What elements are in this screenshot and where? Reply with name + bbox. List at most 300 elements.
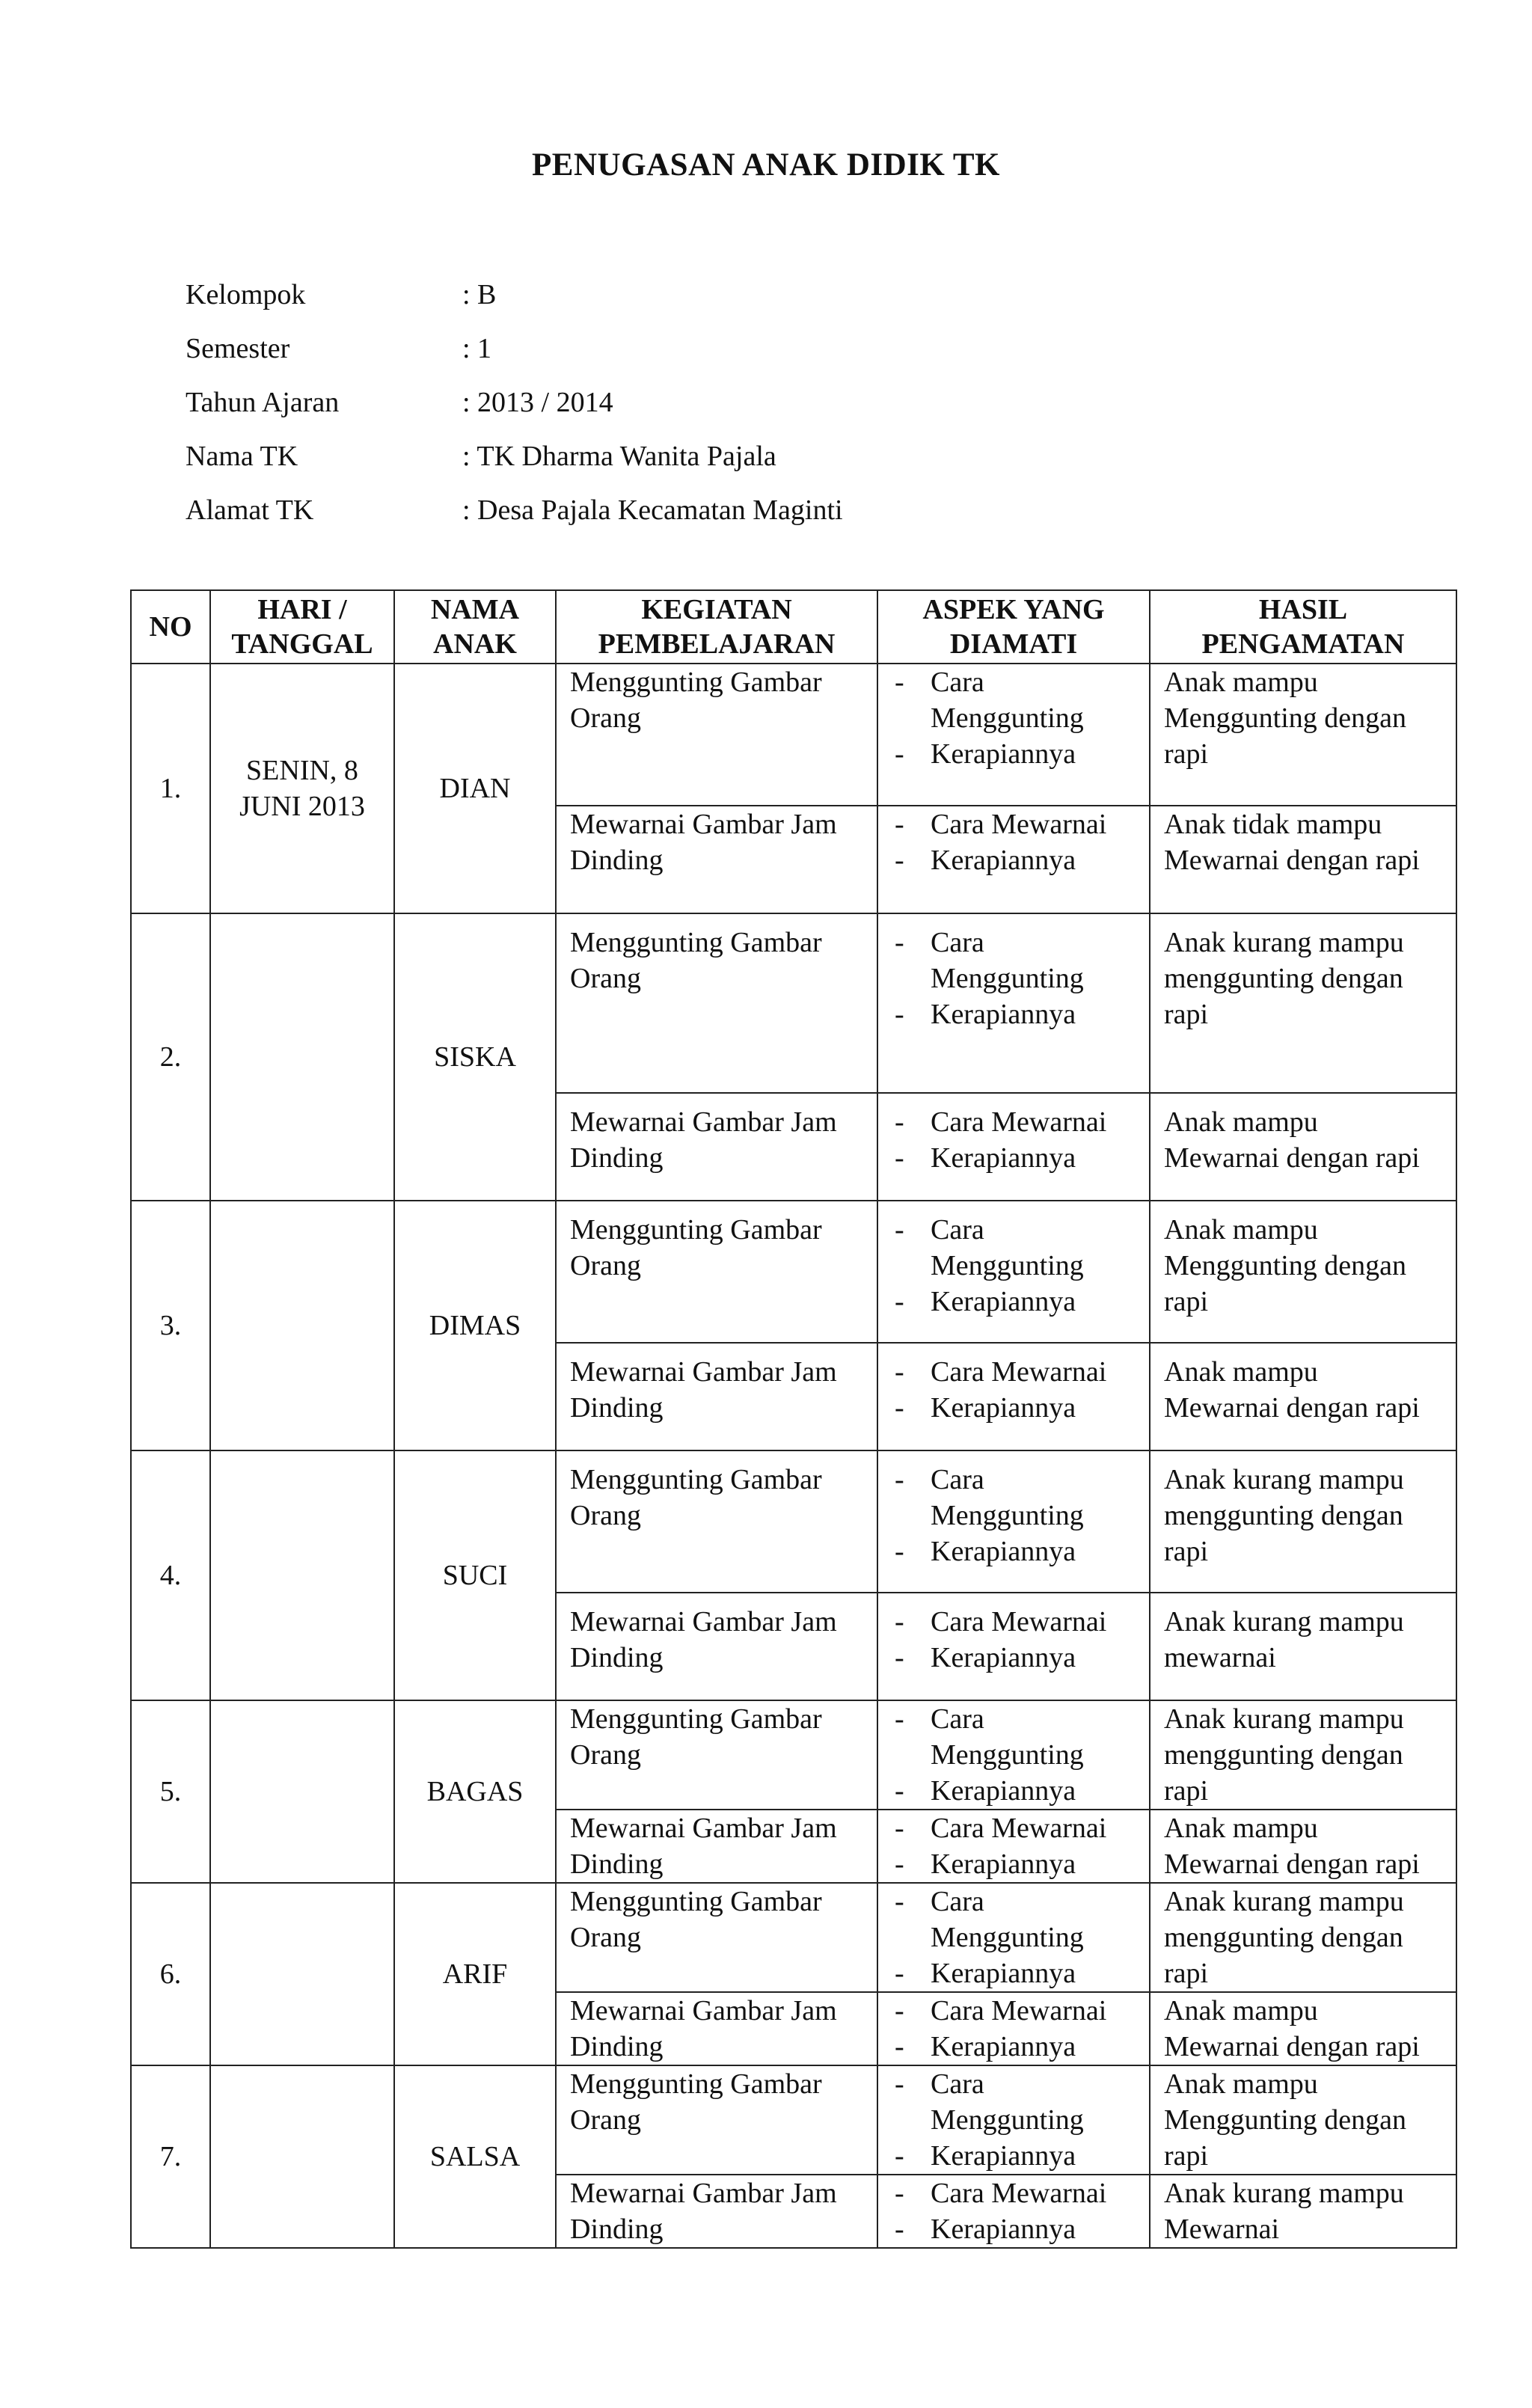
activity-text-line: Dinding <box>570 1642 664 1673</box>
activity-cell <box>556 1700 877 1810</box>
aspect-cell <box>877 2065 1150 2175</box>
dash-bullet: - <box>895 1214 904 1246</box>
aspect-text-line: Menggunting <box>931 963 1084 994</box>
student-name-text: SALSA <box>429 2141 521 2172</box>
aspect-text-line: Cara Mewarnai <box>931 1356 1107 1388</box>
row-date <box>210 664 394 913</box>
aspect-text-line: Kerapiannya <box>931 1536 1076 1567</box>
result-text-line: Mewarnai dengan rapi <box>1164 1392 1420 1424</box>
row-number-text: 6. <box>159 1958 182 1990</box>
aspect-text <box>931 2138 1076 2174</box>
student-name-text: SISKA <box>434 1041 516 1073</box>
result-cell <box>1150 1992 1456 2065</box>
activity-cell <box>556 1992 877 2065</box>
row-number-text: 5. <box>159 1776 182 1807</box>
dash-bullet: - <box>895 999 904 1030</box>
header-hari-tanggal: HARI / TANGGAL <box>210 590 394 664</box>
table-body <box>131 664 1456 2248</box>
header-kegiatan: KEGIATAN PEMBELAJARAN <box>556 590 877 664</box>
activity-text-line: Dinding <box>570 1848 664 1880</box>
aspect-item <box>895 1604 1145 1640</box>
aspect-item <box>895 2175 1145 2211</box>
info-value: : B <box>462 279 497 310</box>
aspect-text-line: Cara Mewarnai <box>931 2178 1107 2209</box>
aspect-item <box>895 1390 1145 1426</box>
aspect-item <box>895 736 1145 772</box>
aspect-item <box>895 996 1145 1032</box>
dash-bullet: - <box>895 1286 904 1317</box>
result-text-line: Anak mampu <box>1164 1214 1318 1246</box>
aspect-item <box>895 842 1145 878</box>
info-value: : TK Dharma Wanita Pajala <box>462 441 776 472</box>
student-name <box>394 913 556 1201</box>
aspect-text <box>931 1993 1106 2029</box>
result-text-line: Mewarnai dengan rapi <box>1164 845 1420 876</box>
aspect-text <box>931 1284 1076 1320</box>
result-text-line: rapi <box>1164 1286 1209 1317</box>
result-text-line: Anak mampu <box>1164 2068 1318 2100</box>
result-text-line: rapi <box>1164 999 1209 1030</box>
aspect-list <box>895 914 1145 1032</box>
activity-text <box>570 1344 869 1426</box>
activity-text-line: Mewarnai Gambar Jam <box>570 1356 837 1388</box>
row-number-text: 3. <box>159 1310 182 1341</box>
row-number-text: 2. <box>159 1041 182 1073</box>
aspect-list <box>895 1701 1145 1809</box>
activity-text <box>570 2066 869 2138</box>
table-row <box>131 664 1456 806</box>
aspect-item <box>895 1640 1145 1676</box>
aspect-text-line: Cara <box>931 927 984 958</box>
row-number-text: 4. <box>159 1560 182 1591</box>
dash-bullet: - <box>895 1813 904 1844</box>
dash-bullet: - <box>895 1848 904 1880</box>
result-text-line: Anak mampu <box>1164 1106 1318 1138</box>
aspect-text-line: Kerapiannya <box>931 1958 1076 1989</box>
result-text <box>1164 2175 1450 2247</box>
aspect-cell <box>877 1450 1150 1593</box>
result-cell <box>1150 913 1456 1093</box>
aspect-text <box>931 1462 1084 1534</box>
row-number <box>131 2065 210 2248</box>
aspect-text-line: Kerapiannya <box>931 845 1076 876</box>
activity-text-line: Menggunting Gambar <box>570 1464 822 1495</box>
student-name-text: BAGAS <box>426 1776 524 1807</box>
student-name <box>394 664 556 913</box>
activity-text-line: Mewarnai Gambar Jam <box>570 1995 837 2026</box>
table-row <box>131 913 1456 1093</box>
aspect-item <box>895 1212 1145 1284</box>
aspect-item <box>895 2029 1145 2065</box>
dash-bullet: - <box>895 809 904 840</box>
header-no: NO <box>131 590 210 664</box>
aspect-cell <box>877 1093 1150 1201</box>
info-label: Alamat TK <box>186 494 314 526</box>
result-text-line: Anak kurang mampu <box>1164 1703 1404 1735</box>
activity-cell <box>556 1201 877 1343</box>
student-name-text: DIAN <box>439 773 511 804</box>
activity-text <box>570 1884 869 1955</box>
activity-text <box>570 1993 869 2065</box>
activity-text <box>570 1201 869 1284</box>
activity-cell <box>556 2065 877 2175</box>
aspect-list <box>895 1993 1145 2065</box>
activity-cell <box>556 1593 877 1700</box>
info-value: : 1 <box>462 333 492 364</box>
aspect-list <box>895 1810 1145 1882</box>
activity-cell <box>556 913 877 1093</box>
aspect-cell <box>877 664 1150 806</box>
activity-text <box>570 1701 869 1773</box>
result-text-line: menggunting dengan <box>1164 963 1403 994</box>
aspect-text-line: Menggunting <box>931 1500 1084 1531</box>
dash-bullet: - <box>895 667 904 698</box>
result-text <box>1164 1993 1450 2065</box>
activity-cell <box>556 2175 877 2248</box>
aspect-list <box>895 1593 1145 1676</box>
aspect-text-line: Kerapiannya <box>931 1848 1076 1880</box>
result-text-line: Anak kurang mampu <box>1164 1464 1404 1495</box>
activity-text-line: Orang <box>570 1250 641 1281</box>
info-block <box>186 268 843 537</box>
activity-text-line: Dinding <box>570 2031 664 2062</box>
aspect-text <box>931 996 1076 1032</box>
result-cell <box>1150 1593 1456 1700</box>
aspect-text <box>931 925 1084 996</box>
result-cell <box>1150 1450 1456 1593</box>
aspect-cell <box>877 1883 1150 1992</box>
aspect-text-line: Kerapiannya <box>931 2140 1076 2172</box>
result-text-line: Anak mampu <box>1164 1995 1318 2026</box>
result-text <box>1164 1451 1450 1569</box>
aspect-item <box>895 664 1145 736</box>
aspect-text-line: Cara <box>931 1214 984 1246</box>
aspect-cell <box>877 806 1150 913</box>
result-text <box>1164 2066 1450 2174</box>
header-nama-anak: NAMA ANAK <box>394 590 556 664</box>
result-text-line: Anak kurang mampu <box>1164 1886 1404 1917</box>
result-text-line: Anak mampu <box>1164 1356 1318 1388</box>
aspect-text <box>931 736 1076 772</box>
aspect-item <box>895 1884 1145 1955</box>
dash-bullet: - <box>895 845 904 876</box>
aspect-text <box>931 1955 1076 1991</box>
result-cell <box>1150 664 1456 806</box>
aspect-text <box>931 1390 1076 1426</box>
activity-text <box>570 1451 869 1534</box>
result-text-line: Mewarnai dengan rapi <box>1164 1142 1420 1174</box>
result-text <box>1164 1344 1450 1426</box>
aspect-item <box>895 806 1145 842</box>
aspect-list <box>895 1344 1145 1426</box>
result-text-line: Menggunting dengan <box>1164 1250 1407 1281</box>
result-text-line: rapi <box>1164 1775 1209 1807</box>
row-date <box>210 1450 394 1700</box>
aspect-item <box>895 2066 1145 2138</box>
result-text-line: menggunting dengan <box>1164 1500 1403 1531</box>
dash-bullet: - <box>895 738 904 770</box>
aspect-text-line: Cara <box>931 2068 984 2100</box>
aspect-item <box>895 1810 1145 1846</box>
aspect-cell <box>877 1992 1150 2065</box>
dash-bullet: - <box>895 1106 904 1138</box>
aspect-text <box>931 1701 1084 1773</box>
table-row <box>131 1201 1456 1343</box>
dash-bullet: - <box>895 2140 904 2172</box>
row-date <box>210 913 394 1201</box>
aspect-text-line: Cara Mewarnai <box>931 1813 1107 1844</box>
aspect-list <box>895 2066 1145 2174</box>
aspect-text <box>931 2175 1106 2211</box>
table-header-row <box>131 590 1456 664</box>
result-text-line: Anak mampu <box>1164 1813 1318 1844</box>
aspect-text-line: Kerapiannya <box>931 999 1076 1030</box>
row-date <box>210 2065 394 2248</box>
aspect-cell <box>877 1810 1150 1883</box>
aspect-item <box>895 2211 1145 2247</box>
student-name-text: DIMAS <box>429 1310 521 1341</box>
result-cell <box>1150 2175 1456 2248</box>
dash-bullet: - <box>895 1958 904 1989</box>
student-name <box>394 1700 556 1883</box>
activity-text-line: Mewarnai Gambar Jam <box>570 1106 837 1138</box>
aspect-text-line: Cara Mewarnai <box>931 1995 1107 2026</box>
dash-bullet: - <box>895 1536 904 1567</box>
aspect-text-line: Kerapiannya <box>931 1142 1076 1174</box>
aspect-list <box>895 1094 1145 1176</box>
result-cell <box>1150 1700 1456 1810</box>
aspect-list <box>895 806 1145 878</box>
info-label: Tahun Ajaran <box>186 387 340 418</box>
row-date <box>210 1700 394 1883</box>
student-name <box>394 1450 556 1700</box>
aspect-item <box>895 1534 1145 1569</box>
aspect-cell <box>877 2175 1150 2248</box>
result-text-line: Mewarnai <box>1164 2214 1280 2245</box>
dash-bullet: - <box>895 1642 904 1673</box>
activity-text-line: Dinding <box>570 2214 664 2245</box>
aspect-text-line: Kerapiannya <box>931 738 1076 770</box>
activity-cell <box>556 664 877 806</box>
dash-bullet: - <box>895 1142 904 1174</box>
result-text <box>1164 664 1450 772</box>
activity-text <box>570 664 869 736</box>
row-number <box>131 913 210 1201</box>
dash-bullet: - <box>895 2068 904 2100</box>
activity-text-line: Mewarnai Gambar Jam <box>570 809 837 840</box>
result-cell <box>1150 1343 1456 1450</box>
aspect-list <box>895 2175 1145 2247</box>
result-text-line: Anak mampu <box>1164 667 1318 698</box>
aspect-item <box>895 1462 1145 1534</box>
aspect-item <box>895 2138 1145 2174</box>
row-number <box>131 1883 210 2065</box>
activity-text-line: Dinding <box>570 1392 664 1424</box>
result-text <box>1164 1201 1450 1320</box>
result-text-line: mewarnai <box>1164 1642 1276 1673</box>
date-text-line: SENIN, 8 <box>246 755 358 786</box>
result-text-line: Anak tidak mampu <box>1164 809 1382 840</box>
aspect-text-line: Kerapiannya <box>931 1642 1076 1673</box>
activity-text-line: Orang <box>570 1739 641 1771</box>
aspect-list <box>895 1451 1145 1569</box>
aspect-list <box>895 664 1145 772</box>
info-label: Semester <box>186 333 290 364</box>
row-date <box>210 1883 394 2065</box>
info-row-alamat-tk <box>186 483 843 537</box>
aspect-text-line: Cara Mewarnai <box>931 809 1107 840</box>
activity-text <box>570 914 869 996</box>
aspect-text-line: Kerapiannya <box>931 1286 1076 1317</box>
row-date <box>210 1201 394 1450</box>
activity-text-line: Menggunting Gambar <box>570 2068 822 2100</box>
aspect-text <box>931 1846 1076 1882</box>
date-text-line: JUNI 2013 <box>239 791 365 822</box>
aspect-item <box>895 1846 1145 1882</box>
aspect-text-line: Menggunting <box>931 1922 1084 1953</box>
result-text <box>1164 1884 1450 1991</box>
aspect-item <box>895 1104 1145 1140</box>
activity-text-line: Dinding <box>570 845 664 876</box>
aspect-list <box>895 1201 1145 1320</box>
aspect-text <box>931 2211 1076 2247</box>
dash-bullet: - <box>895 1356 904 1388</box>
activity-text-line: Menggunting Gambar <box>570 1703 822 1735</box>
aspect-text <box>931 1604 1106 1640</box>
activity-text-line: Menggunting Gambar <box>570 927 822 958</box>
aspect-item <box>895 1773 1145 1809</box>
aspect-cell <box>877 1593 1150 1700</box>
activity-text <box>570 2175 869 2247</box>
aspect-text-line: Kerapiannya <box>931 2031 1076 2062</box>
activity-text-line: Orang <box>570 1922 641 1953</box>
activity-text <box>570 1593 869 1676</box>
result-text-line: Anak kurang mampu <box>1164 1606 1404 1637</box>
result-cell <box>1150 1093 1456 1201</box>
activity-text <box>570 806 869 878</box>
row-number <box>131 1201 210 1450</box>
aspect-text-line: Cara <box>931 1464 984 1495</box>
info-row-semester <box>186 322 843 376</box>
aspect-text <box>931 1810 1106 1846</box>
activity-text <box>570 1094 869 1176</box>
result-cell <box>1150 806 1456 913</box>
aspect-list <box>895 1884 1145 1991</box>
info-row-kelompok <box>186 268 843 322</box>
dash-bullet: - <box>895 2214 904 2245</box>
aspect-text <box>931 1884 1084 1955</box>
dash-bullet: - <box>895 1886 904 1917</box>
dash-bullet: - <box>895 1606 904 1637</box>
dash-bullet: - <box>895 1703 904 1735</box>
aspect-item <box>895 1701 1145 1773</box>
aspect-text-line: Cara Mewarnai <box>931 1606 1107 1637</box>
aspect-text <box>931 1212 1084 1284</box>
activity-cell <box>556 1093 877 1201</box>
student-name <box>394 2065 556 2248</box>
result-text-line: Anak kurang mampu <box>1164 2178 1404 2209</box>
result-cell <box>1150 1883 1456 1992</box>
aspect-text-line: Menggunting <box>931 2104 1084 2136</box>
activity-text-line: Orang <box>570 963 641 994</box>
aspect-item <box>895 1354 1145 1390</box>
aspect-text <box>931 664 1084 736</box>
aspect-text <box>931 842 1076 878</box>
result-text-line: rapi <box>1164 738 1209 770</box>
aspect-text <box>931 2066 1084 2138</box>
activity-text-line: Orang <box>570 1500 641 1531</box>
page-title: PENUGASAN ANAK DIDIK TK <box>532 147 1000 183</box>
result-text-line: Menggunting dengan <box>1164 702 1407 734</box>
aspect-text-line: Kerapiannya <box>931 1392 1076 1424</box>
aspect-text-line: Menggunting <box>931 1250 1084 1281</box>
info-label: Kelompok <box>186 279 306 310</box>
aspect-cell <box>877 1201 1150 1343</box>
header-hasil: HASIL PENGAMATAN <box>1150 590 1456 664</box>
row-number <box>131 664 210 913</box>
aspect-item <box>895 1993 1145 2029</box>
activity-text-line: Menggunting Gambar <box>570 1214 822 1246</box>
aspect-item <box>895 1140 1145 1176</box>
date-text <box>211 753 393 824</box>
activity-cell <box>556 1343 877 1450</box>
dash-bullet: - <box>895 1392 904 1424</box>
aspect-item <box>895 925 1145 996</box>
result-text <box>1164 1701 1450 1809</box>
info-label: Nama TK <box>186 441 298 472</box>
row-number-text: 1. <box>159 773 182 804</box>
activity-text-line: Menggunting Gambar <box>570 667 822 698</box>
student-name-text: ARIF <box>442 1958 508 1990</box>
result-text-line: Mewarnai dengan rapi <box>1164 1848 1420 1880</box>
student-name <box>394 1883 556 2065</box>
info-value: : Desa Pajala Kecamatan Maginti <box>462 494 843 526</box>
activity-cell <box>556 806 877 913</box>
student-name <box>394 1201 556 1450</box>
result-text-line: menggunting dengan <box>1164 1922 1403 1953</box>
table-row <box>131 1700 1456 1810</box>
activity-text <box>570 1810 869 1882</box>
activity-cell <box>556 1883 877 1992</box>
student-name-text: SUCI <box>442 1560 508 1591</box>
activity-text-line: Mewarnai Gambar Jam <box>570 1813 837 1844</box>
dash-bullet: - <box>895 1995 904 2026</box>
aspect-text-line: Kerapiannya <box>931 1775 1076 1807</box>
aspect-text <box>931 1354 1106 1390</box>
result-text-line: rapi <box>1164 1958 1209 1989</box>
info-row-nama-tk <box>186 429 843 483</box>
info-row-tahun-ajaran <box>186 376 843 429</box>
aspect-text-line: Kerapiannya <box>931 2214 1076 2245</box>
aspect-cell <box>877 1343 1150 1450</box>
activity-text-line: Dinding <box>570 1142 664 1174</box>
dash-bullet: - <box>895 1464 904 1495</box>
table-row <box>131 1883 1456 1992</box>
row-number <box>131 1450 210 1700</box>
result-cell <box>1150 2065 1456 2175</box>
aspect-text <box>931 1140 1076 1176</box>
activity-text-line: Mewarnai Gambar Jam <box>570 1606 837 1637</box>
result-text-line: Menggunting dengan <box>1164 2104 1407 2136</box>
result-text <box>1164 806 1450 878</box>
activity-text-line: Orang <box>570 2104 641 2136</box>
activity-cell <box>556 1810 877 1883</box>
dash-bullet: - <box>895 2178 904 2209</box>
info-value: : 2013 / 2014 <box>462 387 613 418</box>
table-row <box>131 1450 1456 1593</box>
aspect-cell <box>877 1700 1150 1810</box>
aspect-text <box>931 1773 1076 1809</box>
